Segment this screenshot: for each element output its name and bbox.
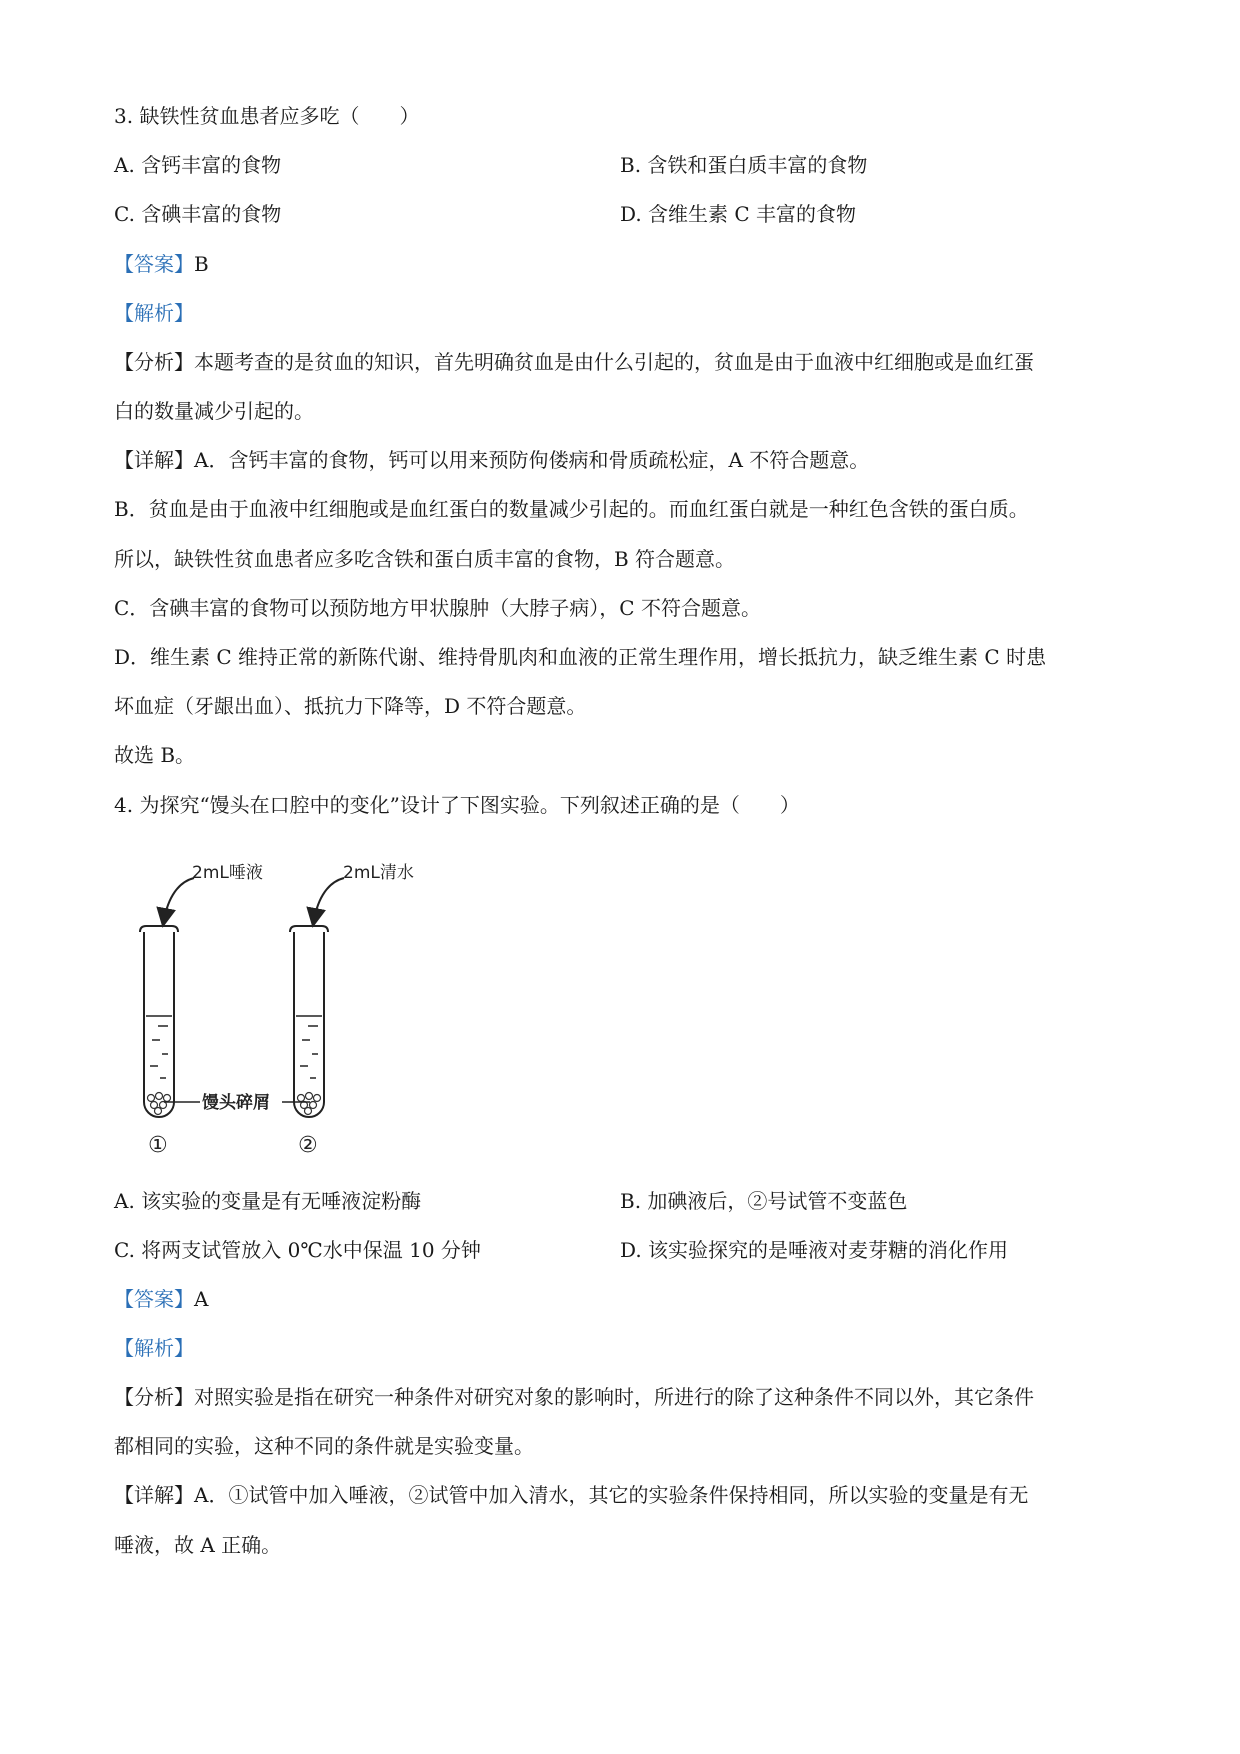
q3-analysis-tag: 【解析】 <box>114 301 194 325</box>
q3-option-c: C. 含碘丰富的食物 <box>114 202 282 226</box>
arrow-water <box>314 878 344 920</box>
q3-detail-b-2: 所以，缺铁性贫血患者应多吃含铁和蛋白质丰富的食物，B 符合题意。 <box>114 547 736 571</box>
q4-option-a: A. 该实验的变量是有无唾液淀粉酶 <box>114 1189 422 1213</box>
q3-answer-value: B <box>194 252 209 276</box>
q4-analysis-line-1: 【分析】对照实验是指在研究一种条件对研究对象的影响时，所进行的除了这种条件不同以外，其它条件 <box>114 1385 1034 1409</box>
q3-analysis-line-2: 白的数量减少引起的。 <box>114 399 314 423</box>
q4-detail-a-1: 【详解】A．①试管中加入唾液，②试管中加入清水，其它的实验条件保持相同，所以实验的变量是有无 <box>114 1483 1029 1507</box>
q4-analysis-tag: 【解析】 <box>114 1336 194 1360</box>
q3-option-a: A. 含钙丰富的食物 <box>114 153 282 177</box>
q3-answer <box>114 250 209 278</box>
q4-answer <box>114 1285 208 1313</box>
q4-detail-a-2: 唾液，故 A 正确。 <box>114 1533 282 1557</box>
q3-detail-d-1: D．维生素 C 维持正常的新陈代谢、维持骨肌肉和血液的正常生理作用，增长抵抗力，缺乏维生素 C 时患 <box>114 645 1047 669</box>
q4-answer-tag: 【答案】 <box>114 1287 194 1311</box>
q3-detail-c: C．含碘丰富的食物可以预防地方甲状腺肿（大脖子病），C 不符合题意。 <box>114 596 761 620</box>
test-tube-1 <box>140 926 178 1117</box>
q3-detail-d-2: 坏血症（牙龈出血）、抵抗力下降等，D 不符合题意。 <box>114 694 587 718</box>
q3-analysis-line-1: 【分析】本题考查的是贫血的知识，首先明确贫血是由什么引起的，贫血是由于血液中红细胞或是血红蛋 <box>114 350 1034 374</box>
q4-option-b: B. 加碘液后，②号试管不变蓝色 <box>620 1189 908 1213</box>
q4-option-d: D. 该实验探究的是唾液对麦芽糖的消化作用 <box>620 1238 1009 1262</box>
arrow-saliva <box>164 878 194 920</box>
q4-analysis-line-2: 都相同的实验，这种不同的条件就是实验变量。 <box>114 1434 534 1458</box>
test-tube-2 <box>290 926 328 1117</box>
q3-detail-b-1: B．贫血是由于血液中红细胞或是血红蛋白的数量减少引起的。而血红蛋白就是一种红色含铁的蛋白质。 <box>114 497 1029 521</box>
tube-1-number: ① <box>148 1133 168 1158</box>
test-tube-diagram <box>138 850 438 1170</box>
q3-option-b: B. 含铁和蛋白质丰富的食物 <box>620 153 868 177</box>
label-water: 2mL清水 <box>343 863 414 883</box>
label-bread-crumbs: 馒头碎屑 <box>202 1093 270 1113</box>
q3-option-d: D. 含维生素 C 丰富的食物 <box>620 202 857 226</box>
q3-answer-tag: 【答案】 <box>114 252 194 276</box>
tube-2-number: ② <box>298 1133 318 1158</box>
q4-stem: 4. 为探究“馒头在口腔中的变化”设计了下图实验。下列叙述正确的是（ ） <box>114 793 800 817</box>
q4-option-c: C. 将两支试管放入 0℃水中保温 10 分钟 <box>114 1238 481 1262</box>
label-saliva: 2mL唾液 <box>192 863 263 883</box>
q4-answer-value: A <box>194 1287 209 1311</box>
q3-detail-a: 【详解】A．含钙丰富的食物，钙可以用来预防佝偻病和骨质疏松症，A 不符合题意。 <box>114 448 870 472</box>
q3-conclusion: 故选 B。 <box>114 743 196 767</box>
q3-stem: 3. 缺铁性贫血患者应多吃（ ） <box>114 104 420 128</box>
test-tube-figure <box>138 850 438 1170</box>
